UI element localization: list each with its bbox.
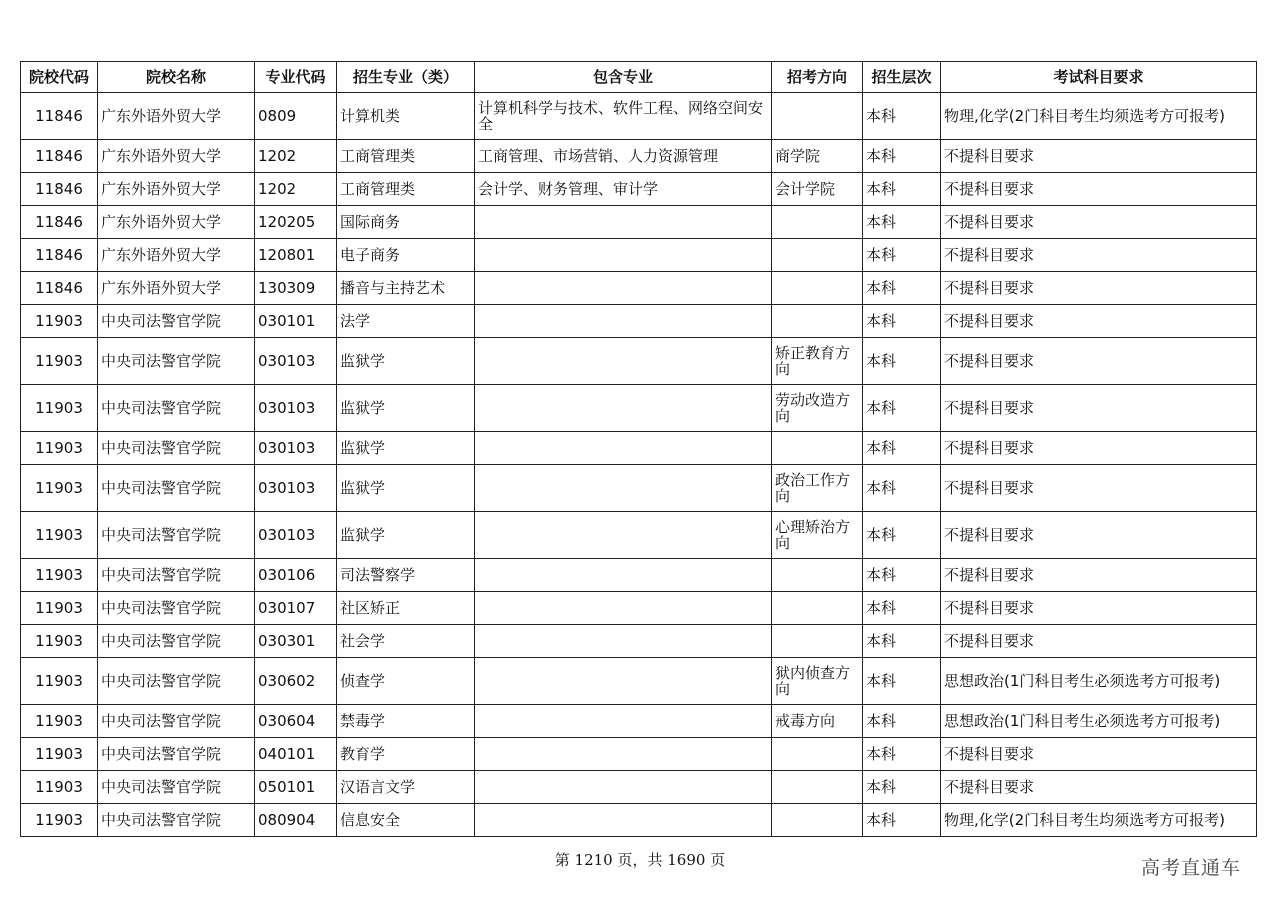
cell-subject-requirement: 物理,化学(2门科目考生均须选考方可报考) [941,804,1257,837]
cell-included-majors: 会计学、财务管理、审计学 [475,173,772,206]
cell-direction [772,804,863,837]
cell-included-majors [475,385,772,432]
cell-direction [772,625,863,658]
cell-major-code: 080904 [255,804,337,837]
cell-direction [772,432,863,465]
cell-major-code: 030106 [255,559,337,592]
cell-subject-requirement: 不提科目要求 [941,338,1257,385]
cell-school-name: 中央司法警官学院 [98,625,255,658]
cell-direction: 劳动改造方向 [772,385,863,432]
cell-direction: 狱内侦查方向 [772,658,863,705]
cell-level: 本科 [863,239,941,272]
cell-direction [772,305,863,338]
cell-major-code: 050101 [255,771,337,804]
table-row [21,385,1257,432]
cell-major-code: 030103 [255,385,337,432]
table-header-row [21,62,1257,93]
cell-direction [772,738,863,771]
cell-school-code: 11903 [21,559,98,592]
header-level: 招生层次 [863,62,941,93]
cell-major: 汉语言文学 [337,771,475,804]
cell-major-code: 030604 [255,705,337,738]
cell-direction: 心理矫治方向 [772,512,863,559]
cell-school-name: 广东外语外贸大学 [98,206,255,239]
table-row [21,305,1257,338]
cell-direction [772,592,863,625]
cell-school-code: 11903 [21,705,98,738]
cell-major: 监狱学 [337,385,475,432]
cell-level: 本科 [863,272,941,305]
cell-subject-requirement: 不提科目要求 [941,272,1257,305]
cell-subject-requirement: 不提科目要求 [941,559,1257,592]
table-row [21,272,1257,305]
header-school-code: 院校代码 [21,62,98,93]
cell-included-majors [475,432,772,465]
cell-major: 计算机类 [337,93,475,140]
cell-included-majors [475,305,772,338]
header-major: 招生专业（类） [337,62,475,93]
cell-included-majors [475,512,772,559]
cell-school-code: 11903 [21,512,98,559]
cell-major-code: 030103 [255,338,337,385]
watermark-logo: 高考直通车 [1141,857,1242,879]
cell-major-code: 030103 [255,512,337,559]
cell-included-majors [475,559,772,592]
cell-included-majors [475,206,772,239]
cell-major: 播音与主持艺术 [337,272,475,305]
cell-direction: 政治工作方向 [772,465,863,512]
cell-major: 电子商务 [337,239,475,272]
cell-school-code: 11903 [21,738,98,771]
cell-school-code: 11903 [21,804,98,837]
cell-school-name: 中央司法警官学院 [98,705,255,738]
cell-school-code: 11846 [21,93,98,140]
cell-level: 本科 [863,771,941,804]
cell-major: 法学 [337,305,475,338]
cell-major-code: 1202 [255,173,337,206]
cell-major: 国际商务 [337,206,475,239]
cell-major: 监狱学 [337,512,475,559]
cell-school-name: 广东外语外贸大学 [98,239,255,272]
cell-included-majors [475,338,772,385]
cell-level: 本科 [863,625,941,658]
cell-subject-requirement: 不提科目要求 [941,592,1257,625]
cell-direction: 矫正教育方向 [772,338,863,385]
cell-subject-requirement: 不提科目要求 [941,305,1257,338]
cell-school-name: 中央司法警官学院 [98,771,255,804]
cell-level: 本科 [863,385,941,432]
cell-included-majors [475,804,772,837]
cell-school-code: 11903 [21,432,98,465]
cell-major: 工商管理类 [337,140,475,173]
cell-school-name: 中央司法警官学院 [98,385,255,432]
cell-subject-requirement: 不提科目要求 [941,625,1257,658]
cell-included-majors [475,771,772,804]
cell-direction [772,93,863,140]
cell-level: 本科 [863,338,941,385]
cell-level: 本科 [863,432,941,465]
cell-school-code: 11903 [21,771,98,804]
cell-subject-requirement: 不提科目要求 [941,512,1257,559]
cell-level: 本科 [863,465,941,512]
table-row [21,173,1257,206]
cell-subject-requirement: 思想政治(1门科目考生必须选考方可报考) [941,705,1257,738]
cell-major: 侦查学 [337,658,475,705]
table-row [21,239,1257,272]
cell-major-code: 030107 [255,592,337,625]
cell-level: 本科 [863,512,941,559]
cell-major-code: 030103 [255,465,337,512]
table-row [21,512,1257,559]
header-major-code: 专业代码 [255,62,337,93]
cell-major-code: 030103 [255,432,337,465]
table-row [21,771,1257,804]
table-row [21,738,1257,771]
cell-level: 本科 [863,305,941,338]
cell-major: 禁毒学 [337,705,475,738]
cell-direction: 会计学院 [772,173,863,206]
cell-included-majors [475,705,772,738]
cell-school-code: 11903 [21,305,98,338]
table-row [21,625,1257,658]
cell-direction: 商学院 [772,140,863,173]
table-row [21,592,1257,625]
cell-major-code: 1202 [255,140,337,173]
cell-major: 社会学 [337,625,475,658]
cell-school-code: 11903 [21,658,98,705]
cell-subject-requirement: 不提科目要求 [941,206,1257,239]
cell-school-code: 11846 [21,173,98,206]
cell-major-code: 030301 [255,625,337,658]
cell-school-code: 11903 [21,592,98,625]
cell-level: 本科 [863,559,941,592]
table-row [21,206,1257,239]
cell-level: 本科 [863,705,941,738]
cell-school-name: 广东外语外贸大学 [98,173,255,206]
cell-included-majors: 工商管理、市场营销、人力资源管理 [475,140,772,173]
cell-subject-requirement: 不提科目要求 [941,738,1257,771]
header-direction: 招考方向 [772,62,863,93]
table-row [21,705,1257,738]
cell-school-name: 中央司法警官学院 [98,305,255,338]
cell-school-code: 11846 [21,272,98,305]
cell-school-name: 中央司法警官学院 [98,804,255,837]
cell-school-name: 广东外语外贸大学 [98,140,255,173]
cell-school-code: 11903 [21,385,98,432]
header-included-majors: 包含专业 [475,62,772,93]
header-school-name: 院校名称 [98,62,255,93]
cell-included-majors [475,592,772,625]
cell-major-code: 030101 [255,305,337,338]
cell-subject-requirement: 不提科目要求 [941,771,1257,804]
cell-major: 监狱学 [337,465,475,512]
cell-subject-requirement: 不提科目要求 [941,465,1257,512]
cell-direction: 戒毒方向 [772,705,863,738]
cell-school-name: 中央司法警官学院 [98,559,255,592]
table-row [21,432,1257,465]
cell-major-code: 0809 [255,93,337,140]
cell-major-code: 120205 [255,206,337,239]
cell-school-name: 中央司法警官学院 [98,465,255,512]
page-number: 第 1210 页，共 1690 页 [554,851,726,869]
cell-school-name: 中央司法警官学院 [98,512,255,559]
cell-school-code: 11846 [21,239,98,272]
cell-level: 本科 [863,738,941,771]
cell-school-name: 广东外语外贸大学 [98,272,255,305]
cell-level: 本科 [863,658,941,705]
cell-major: 教育学 [337,738,475,771]
table-row [21,658,1257,705]
cell-direction [772,239,863,272]
table-row [21,465,1257,512]
cell-school-code: 11903 [21,465,98,512]
cell-level: 本科 [863,592,941,625]
cell-major: 监狱学 [337,432,475,465]
cell-major-code: 130309 [255,272,337,305]
cell-school-name: 中央司法警官学院 [98,432,255,465]
cell-major-code: 040101 [255,738,337,771]
header-subject-requirement: 考试科目要求 [941,62,1257,93]
cell-direction [772,272,863,305]
cell-included-majors [475,738,772,771]
cell-direction [772,771,863,804]
cell-level: 本科 [863,173,941,206]
admissions-table [20,61,1257,837]
cell-included-majors [475,239,772,272]
cell-subject-requirement: 不提科目要求 [941,239,1257,272]
cell-major: 社区矫正 [337,592,475,625]
cell-level: 本科 [863,804,941,837]
cell-major: 信息安全 [337,804,475,837]
cell-direction [772,559,863,592]
cell-school-name: 中央司法警官学院 [98,658,255,705]
cell-school-code: 11846 [21,206,98,239]
cell-subject-requirement: 不提科目要求 [941,173,1257,206]
cell-direction [772,206,863,239]
table-row [21,559,1257,592]
cell-school-name: 中央司法警官学院 [98,338,255,385]
cell-major-code: 030602 [255,658,337,705]
table-row [21,93,1257,140]
cell-major-code: 120801 [255,239,337,272]
cell-major: 工商管理类 [337,173,475,206]
cell-level: 本科 [863,93,941,140]
table-row [21,140,1257,173]
cell-subject-requirement: 不提科目要求 [941,140,1257,173]
table-row [21,804,1257,837]
cell-major: 监狱学 [337,338,475,385]
cell-school-name: 广东外语外贸大学 [98,93,255,140]
cell-subject-requirement: 物理,化学(2门科目考生均须选考方可报考) [941,93,1257,140]
cell-school-code: 11903 [21,338,98,385]
cell-included-majors [475,625,772,658]
cell-subject-requirement: 思想政治(1门科目考生必须选考方可报考) [941,658,1257,705]
cell-level: 本科 [863,206,941,239]
cell-included-majors [475,272,772,305]
table-row [21,338,1257,385]
cell-school-name: 中央司法警官学院 [98,592,255,625]
cell-level: 本科 [863,140,941,173]
cell-school-code: 11846 [21,140,98,173]
cell-subject-requirement: 不提科目要求 [941,432,1257,465]
cell-included-majors [475,465,772,512]
cell-major: 司法警察学 [337,559,475,592]
cell-included-majors: 计算机科学与技术、软件工程、网络空间安全 [475,93,772,140]
cell-included-majors [475,658,772,705]
cell-school-name: 中央司法警官学院 [98,738,255,771]
cell-subject-requirement: 不提科目要求 [941,385,1257,432]
cell-school-code: 11903 [21,625,98,658]
